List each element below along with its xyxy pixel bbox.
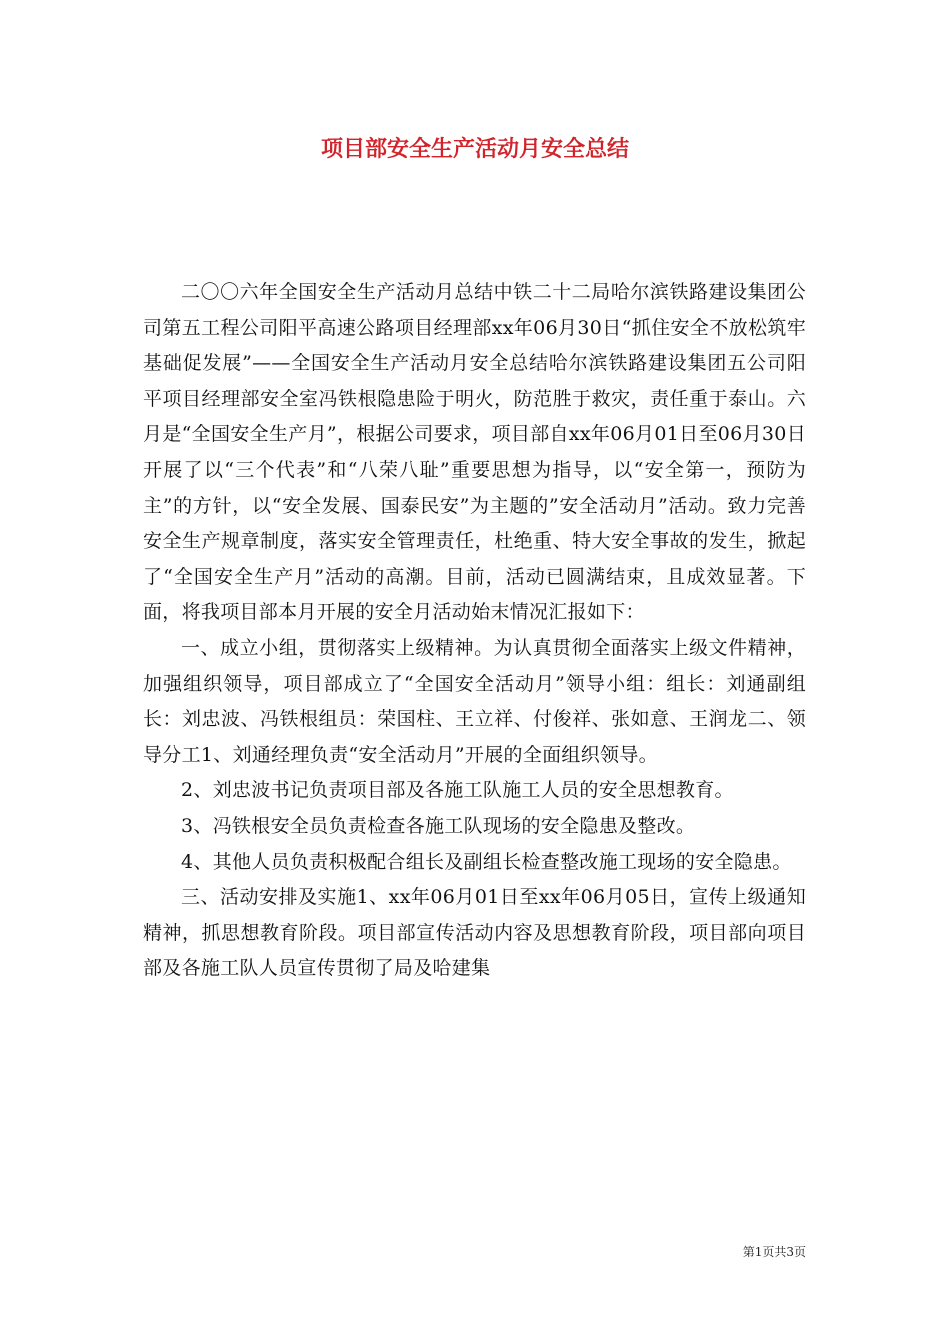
document-title: 项目部安全生产活动月安全总结 <box>320 137 629 162</box>
document-body <box>143 275 806 987</box>
paragraph-item-3: 3、冯铁根安全员负责检查各施工队现场的安全隐患及整改。 <box>181 814 696 837</box>
paragraph-item-2: 2、刘忠波书记负责项目部及各施工队施工人员的安全思想教育。 <box>181 779 734 802</box>
paragraph-item-4: 4、其他人员负责积极配合组长及副组长检查整改施工现场的安全隐患。 <box>181 850 792 873</box>
paragraph-section-1: 一、成立小组，贯彻落实上级精神。为认真贯彻全面落实上级文件精神，加强组织领导，项目部成立了“全国安全活动月”领导小组：组长：刘通副组长：刘忠波、冯铁根组员：荣国柱、王立祥、付俊祥、张如意、王润龙二、领导分工1、刘通经理负责“安全活动月”开展的全面组织领导。 <box>143 636 806 766</box>
paragraph-section-3: 三、活动安排及实施1、xx年06月01日至xx年06月05日，宣传上级通知精神，抓思想教育阶段。项目部宣传活动内容及思想教育阶段，项目部向项目部及各施工队人员宣传贯彻了局及哈建集 <box>143 886 806 980</box>
paragraph-intro: 二〇〇六年全国安全生产活动月总结中铁二十二局哈尔滨铁路建设集团公司第五工程公司阳平高速公路项目经理部xx年06月30日“抓住安全不放松筑牢基础促发展”——全国安全生产活动月安全总结哈尔滨铁路建设集团五公司阳平项目经理部安全室冯铁根隐患险于明火，防范胜于救灾，责任重于泰山。六月是“全国安全生产月”，根据公司要求，项目部自xx年06月01日至06月30日开展了以“三个代表”和“八荣八耻”重要思想为指导，以“安全第一，预防为主”的方针，以“安全发展、国泰民安”为主题的”安全活动月”活动。致力完善安全生产规章制度，落实安全管理责任，杜绝重、特大安全事故的发生，掀起了“全国安全生产月”活动的高潮。目前，活动已圆满结束，且成效显著。下面，将我项目部本月开展的安全月活动始末情况汇报如下： <box>143 281 807 624</box>
page-number-footer: 第1页共3页 <box>742 1245 806 1259</box>
